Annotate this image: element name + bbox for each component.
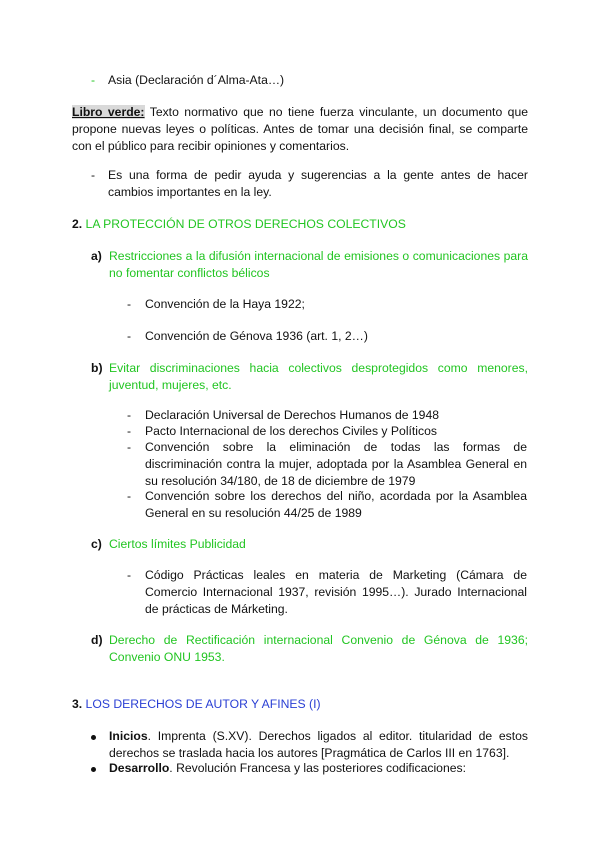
bullet-term: Inicios [109, 729, 148, 743]
section-title: LA PROTECCIÓN DE OTROS DERECHOS COLECTIVOS [82, 217, 406, 231]
subsection-c [91, 536, 528, 553]
dash-bullet-icon: - [127, 489, 132, 503]
list-item [127, 488, 527, 522]
subsection-d [91, 632, 528, 666]
list-item-text: Declaración Universal de Derechos Humanos de 1948 [145, 408, 440, 422]
bullet-text [109, 728, 528, 762]
bullet-item-desarrollo [91, 760, 528, 777]
libro-verde-text: Texto normativo que no tiene fuerza vinculante, un documento que propone nuevas leyes o políticas. Antes de tomar una decisión final, se comparte con el público para recibir opiniones y comentarios. [72, 105, 528, 153]
list-item-text: Pacto Internacional de los derechos Civiles y Políticos [145, 424, 437, 438]
subsection-text: Ciertos límites Publicidad [109, 537, 246, 551]
list-item-libro-verde-note [91, 167, 528, 201]
dash-bullet-icon: - [127, 440, 132, 454]
subsection-label: d) [91, 633, 103, 647]
list-item [127, 423, 527, 440]
subsection-label: a) [91, 249, 102, 263]
dash-bullet-icon: - [127, 568, 132, 582]
dash-bullet-icon: - [91, 168, 96, 182]
section-3-heading [72, 696, 528, 713]
subsection-label: c) [91, 537, 102, 551]
dash-bullet-icon: - [127, 424, 132, 438]
section-number: 2. [72, 217, 83, 231]
section-2-heading [72, 216, 528, 233]
bullet-text [109, 760, 528, 777]
list-item-text: Asia (Declaración d´Alma-Ata…) [108, 73, 285, 87]
list-item-text: Convención sobre la eliminación de todas las formas de discriminación contra la mujer, adoptada por la Asamblea General en su resolución 34/180, de 18 de diciembre de 1979 [145, 440, 527, 488]
list-item [127, 439, 527, 490]
subsection-text: Evitar discriminaciones hacia colectivos desprotegidos como menores, juventud, mujeres, etc. [109, 361, 528, 392]
subsection-a [91, 248, 528, 282]
dash-bullet-icon: - [127, 408, 132, 422]
libro-verde-term: Libro verde: [72, 105, 145, 119]
bullet-item-inicios [91, 728, 528, 762]
list-item-text: Código Prácticas leales en materia de Marketing (Cámara de Comercio Internacional 1937, revisión 1995…). Jurado Internacional de prácticas de Márketing. [145, 568, 527, 616]
list-item-text: Convención sobre los derechos del niño, acordada por la Asamblea General en su resolución 44/25 de 1989 [145, 489, 527, 520]
list-item-text: Convención de Génova 1936 (art. 1, 2…) [145, 329, 368, 343]
bullet-term: Desarrollo [109, 761, 170, 775]
dash-bullet-icon: - [91, 73, 96, 87]
bullet-dot-icon [91, 767, 96, 772]
list-item [127, 407, 527, 424]
subsection-text: Restricciones a la difusión internacional de emisiones o comunicaciones para no fomentar conflictos bélicos [109, 249, 528, 280]
bullet-dot-icon [91, 735, 96, 740]
list-item-text: Convención de la Haya 1922; [145, 297, 305, 311]
section-number: 3. [72, 697, 83, 711]
list-item [127, 567, 527, 618]
subsection-text: Derecho de Rectificación internacional Convenio de Génova de 1936; Convenio ONU 1953. [109, 633, 528, 664]
dash-bullet-icon: - [127, 329, 132, 343]
libro-verde-paragraph [72, 104, 528, 155]
subsection-label: b) [91, 361, 103, 375]
bullet-body: . Revolución Francesa y las posteriores codificaciones: [169, 761, 466, 775]
subsection-b [91, 360, 528, 394]
bullet-body: . Imprenta (S.XV). Derechos ligados al editor. titularidad de estos derechos se traslada hacia los autores [Pragmática de Carlos III en 1763]. [109, 729, 528, 760]
dash-bullet-icon: - [127, 297, 132, 311]
list-item-text: Es una forma de pedir ayuda y sugerencias a la gente antes de hacer cambios importantes en la ley. [108, 168, 528, 199]
section-title: LOS DERECHOS DE AUTOR Y AFINES (I) [82, 697, 321, 711]
